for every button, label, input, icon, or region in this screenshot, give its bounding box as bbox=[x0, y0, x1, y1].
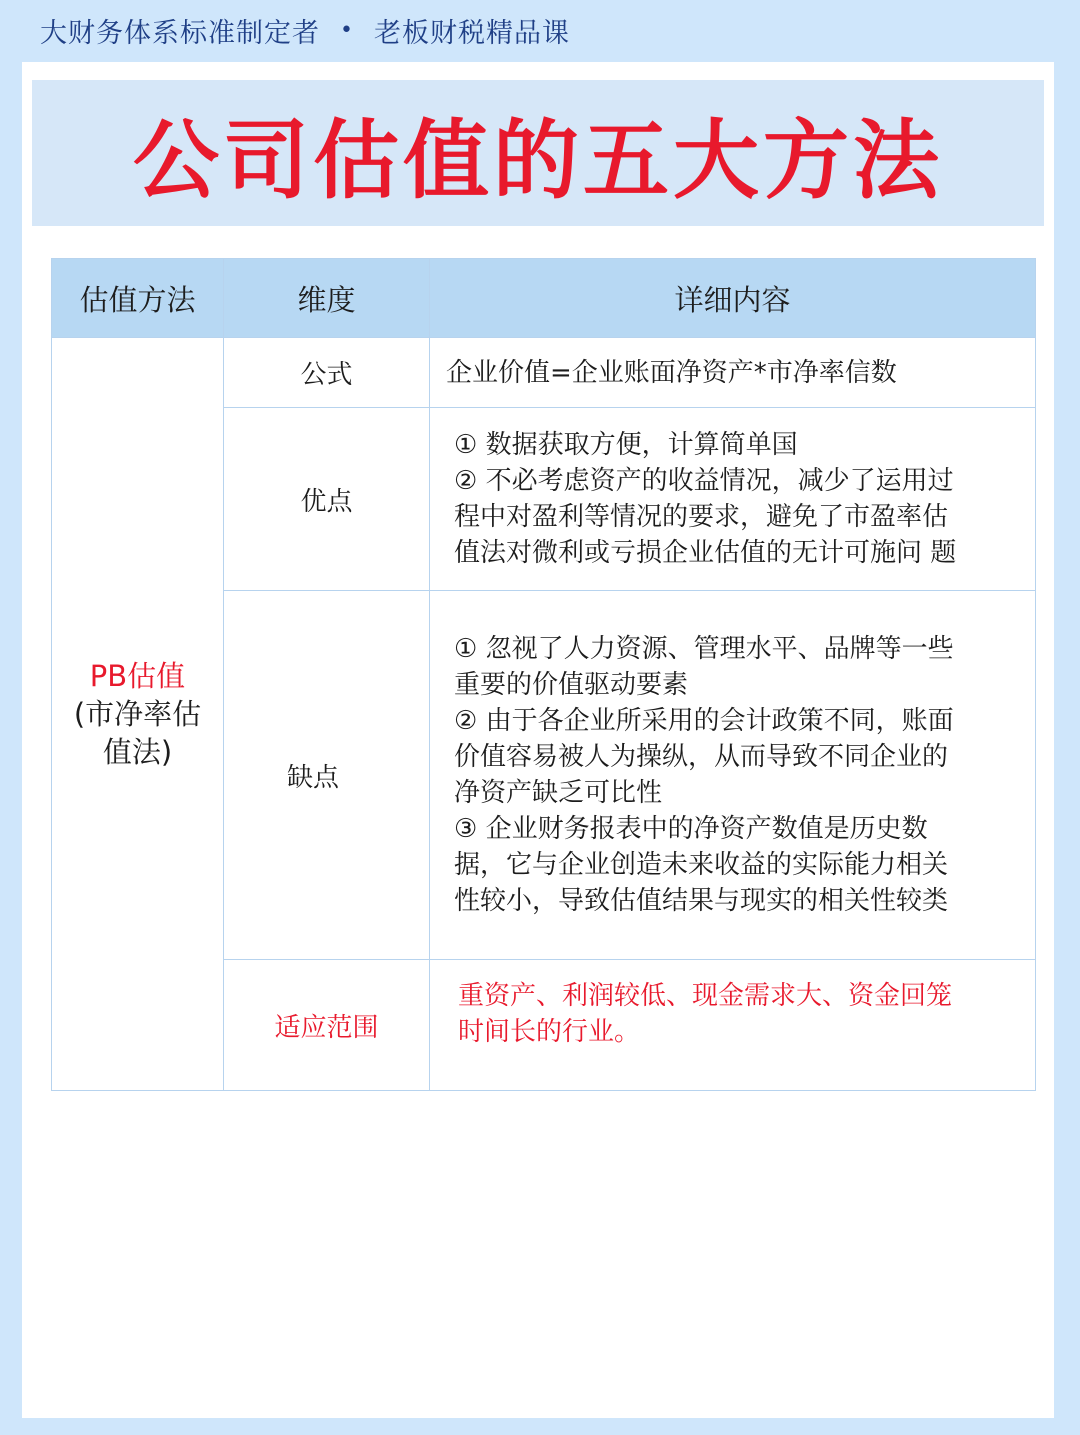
dimension-formula: 公式 bbox=[224, 338, 430, 408]
table-row-formula bbox=[52, 338, 1036, 408]
content-line: 重要的价值驱动要素 bbox=[454, 670, 689, 700]
content-line: ① 忽视了人力资源、管理水平、品牌等一些 bbox=[454, 634, 954, 664]
title-banner bbox=[32, 80, 1044, 226]
header-details: 详细内容 bbox=[430, 259, 1036, 338]
brand-slogan: 大财务体系标准制定者 bbox=[40, 17, 320, 49]
pros-content bbox=[430, 408, 1036, 591]
page-title: 公司估值的五大方法 bbox=[133, 111, 943, 211]
cons-content bbox=[430, 591, 1036, 960]
content-line: 值法对微利或亏损企业估值的无计可施问 题 bbox=[454, 538, 957, 568]
method-desc-line: 值法) bbox=[102, 735, 173, 769]
content-line: ① 数据获取方便，计算简单国 bbox=[454, 430, 798, 460]
content-line: ② 由于各企业所采用的会计政策不同，账面 bbox=[454, 706, 954, 736]
content-line: 据，它与企业创造未来收益的实际能力相关 bbox=[454, 850, 949, 880]
method-name: PB估值 bbox=[89, 659, 186, 693]
valuation-table bbox=[51, 258, 1036, 1091]
content-line: 性较小，导致估值结果与现实的相关性较类 bbox=[454, 886, 949, 916]
content-line: 价值容易被人为操纵，从而导致不同企业的 bbox=[454, 742, 949, 772]
content-line: 重资产、利润较低、现金需求大、资金回笼 bbox=[458, 981, 953, 1011]
formula-content bbox=[430, 338, 1036, 408]
content-line: 程中对盈利等情况的要求，避免了市盈率估 bbox=[454, 502, 949, 532]
dimension-pros: 优点 bbox=[224, 408, 430, 591]
table-header-row bbox=[52, 259, 1036, 338]
dimension-scope: 适应范围 bbox=[224, 960, 430, 1091]
scope-content bbox=[430, 960, 1036, 1091]
course-name: 老板财税精品课 bbox=[373, 17, 570, 49]
method-cell bbox=[52, 338, 224, 1091]
brand-header bbox=[40, 8, 570, 52]
dimension-cons: 缺点 bbox=[224, 591, 430, 960]
content-line: ③ 企业财务报表中的净资产数值是历史数 bbox=[454, 814, 928, 844]
content-line: 净资产缺乏可比性 bbox=[454, 778, 663, 808]
header-dimension: 维度 bbox=[224, 259, 430, 338]
header-method: 估值方法 bbox=[52, 259, 224, 338]
method-desc-line: (市净率估 bbox=[73, 697, 202, 731]
header-separator: • bbox=[340, 17, 354, 43]
content-line: ② 不必考虑资产的收益情况，减少了运用过 bbox=[454, 466, 954, 496]
content-line: 企业价值=企业账面净资产*市净率信数 bbox=[446, 357, 897, 388]
content-card bbox=[22, 62, 1054, 1418]
content-line: 时间长的行业。 bbox=[458, 1017, 641, 1047]
